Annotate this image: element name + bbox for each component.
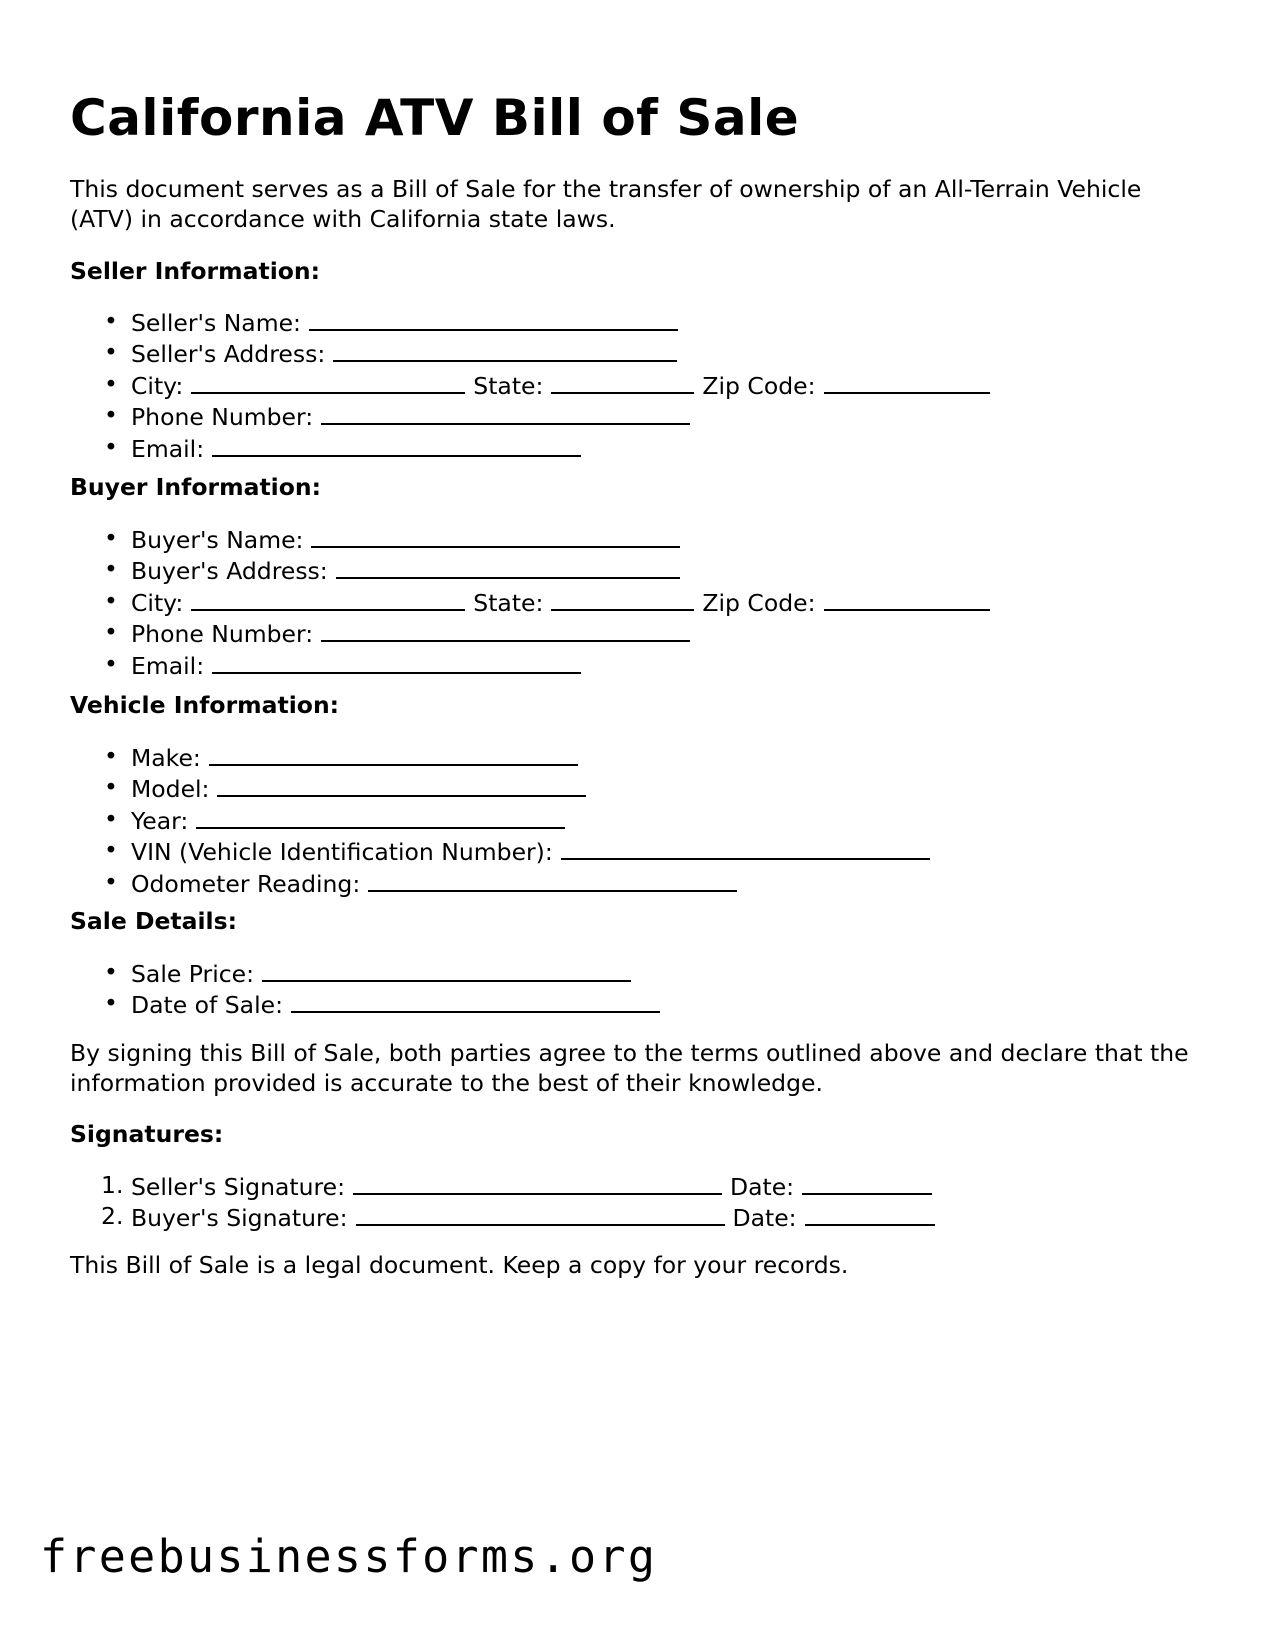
- buyer-heading: Buyer Information:: [70, 473, 322, 501]
- buyer-signature-date-blank[interactable]: [805, 1202, 935, 1226]
- vehicle-odometer-blank[interactable]: [368, 868, 737, 892]
- seller-state-label: State:: [473, 371, 544, 400]
- seller-email-field: [70, 433, 990, 464]
- buyer-signature-date-label: Date:: [732, 1204, 797, 1233]
- seller-signature-label: Seller's Signature:: [131, 1173, 346, 1201]
- vehicle-model-label: Model:: [131, 775, 210, 804]
- seller-phone-field: [70, 401, 990, 432]
- seller-phone-label: Phone Number:: [131, 403, 314, 432]
- sale-date-label: Date of Sale:: [131, 991, 283, 1020]
- vehicle-year-label: Year:: [131, 806, 189, 835]
- buyer-address-label: Buyer's Address:: [131, 557, 328, 586]
- buyer-email-label: Email:: [131, 651, 205, 680]
- seller-zip-label: Zip Code:: [702, 371, 816, 400]
- sale-heading: Sale Details:: [70, 907, 237, 935]
- agreement-paragraph: By signing this Bill of Sale, both parties agree to the terms outlined above and declare that the information provided is accurate to the best of their knowledge.: [70, 1039, 1189, 1097]
- buyer-name-field: [70, 524, 990, 555]
- buyer-signature-field: [70, 1202, 935, 1233]
- buyer-address-field: [70, 555, 990, 586]
- vehicle-vin-blank[interactable]: [561, 836, 930, 860]
- buyer-phone-blank[interactable]: [321, 618, 690, 642]
- seller-name-label: Seller's Name:: [131, 309, 301, 337]
- buyer-phone-label: Phone Number:: [131, 620, 314, 649]
- seller-email-blank[interactable]: [212, 433, 581, 457]
- seller-state-blank[interactable]: [551, 370, 694, 394]
- list-number: 2.: [101, 1202, 124, 1231]
- vehicle-make-blank[interactable]: [209, 742, 578, 766]
- vehicle-heading: Vehicle Information:: [70, 691, 340, 719]
- seller-name-field: [70, 307, 990, 338]
- vehicle-make-label: Make:: [131, 744, 201, 772]
- buyer-state-blank[interactable]: [551, 587, 694, 611]
- vehicle-year-blank[interactable]: [196, 805, 565, 829]
- footer-note: This Bill of Sale is a legal document. Keep a copy for your records.: [70, 1251, 849, 1279]
- seller-name-blank[interactable]: [309, 307, 678, 331]
- seller-signature-blank[interactable]: [353, 1171, 722, 1195]
- buyer-fields: [70, 524, 990, 681]
- signature-fields: [70, 1171, 935, 1234]
- buyer-city-blank[interactable]: [191, 587, 465, 611]
- vehicle-odometer-field: [70, 868, 930, 899]
- seller-city-blank[interactable]: [191, 370, 465, 394]
- seller-signature-date-label: Date:: [730, 1173, 795, 1201]
- vehicle-odometer-label: Odometer Reading:: [131, 869, 361, 898]
- vehicle-model-blank[interactable]: [217, 773, 586, 797]
- buyer-name-blank[interactable]: [311, 524, 680, 548]
- seller-signature-date-blank[interactable]: [802, 1171, 932, 1195]
- buyer-name-label: Buyer's Name:: [131, 526, 304, 554]
- seller-zip-blank[interactable]: [824, 370, 990, 394]
- buyer-address-blank[interactable]: [336, 555, 680, 579]
- sale-price-blank[interactable]: [262, 958, 631, 982]
- watermark-text: freebusinessforms.org: [40, 1530, 658, 1583]
- seller-city-state-zip-field: [70, 370, 990, 401]
- buyer-city-label: City:: [131, 588, 184, 617]
- seller-heading: Seller Information:: [70, 257, 321, 285]
- vehicle-fields: [70, 742, 930, 899]
- sale-date-blank[interactable]: [291, 989, 660, 1013]
- sale-fields: [70, 958, 660, 1021]
- seller-address-blank[interactable]: [333, 338, 677, 362]
- seller-city-label: City:: [131, 371, 184, 400]
- vehicle-vin-label: VIN (Vehicle Identification Number):: [131, 838, 553, 867]
- seller-address-label: Seller's Address:: [131, 340, 326, 369]
- seller-fields: [70, 307, 990, 464]
- sale-date-field: [70, 989, 660, 1020]
- buyer-email-field: [70, 650, 990, 681]
- document-title: California ATV Bill of Sale: [70, 89, 800, 147]
- buyer-email-blank[interactable]: [212, 650, 581, 674]
- signatures-heading: Signatures:: [70, 1120, 224, 1148]
- buyer-zip-blank[interactable]: [824, 587, 990, 611]
- buyer-state-label: State:: [473, 588, 544, 617]
- vehicle-vin-field: [70, 836, 930, 867]
- buyer-zip-label: Zip Code:: [702, 588, 816, 617]
- seller-signature-field: [70, 1171, 935, 1202]
- sale-price-field: [70, 958, 660, 989]
- sale-price-label: Sale Price:: [131, 960, 255, 988]
- seller-address-field: [70, 338, 990, 369]
- seller-email-label: Email:: [131, 434, 205, 463]
- vehicle-model-field: [70, 773, 930, 804]
- vehicle-make-field: [70, 742, 930, 773]
- vehicle-year-field: [70, 805, 930, 836]
- buyer-city-state-zip-field: [70, 587, 990, 618]
- buyer-signature-blank[interactable]: [356, 1202, 725, 1226]
- seller-phone-blank[interactable]: [321, 401, 690, 425]
- buyer-phone-field: [70, 618, 990, 649]
- intro-paragraph: This document serves as a Bill of Sale for the transfer of ownership of an All-Terrain Vehicle (ATV) in accordance with California state laws.: [70, 175, 1142, 233]
- buyer-signature-label: Buyer's Signature:: [131, 1204, 348, 1233]
- list-number: 1.: [101, 1171, 124, 1199]
